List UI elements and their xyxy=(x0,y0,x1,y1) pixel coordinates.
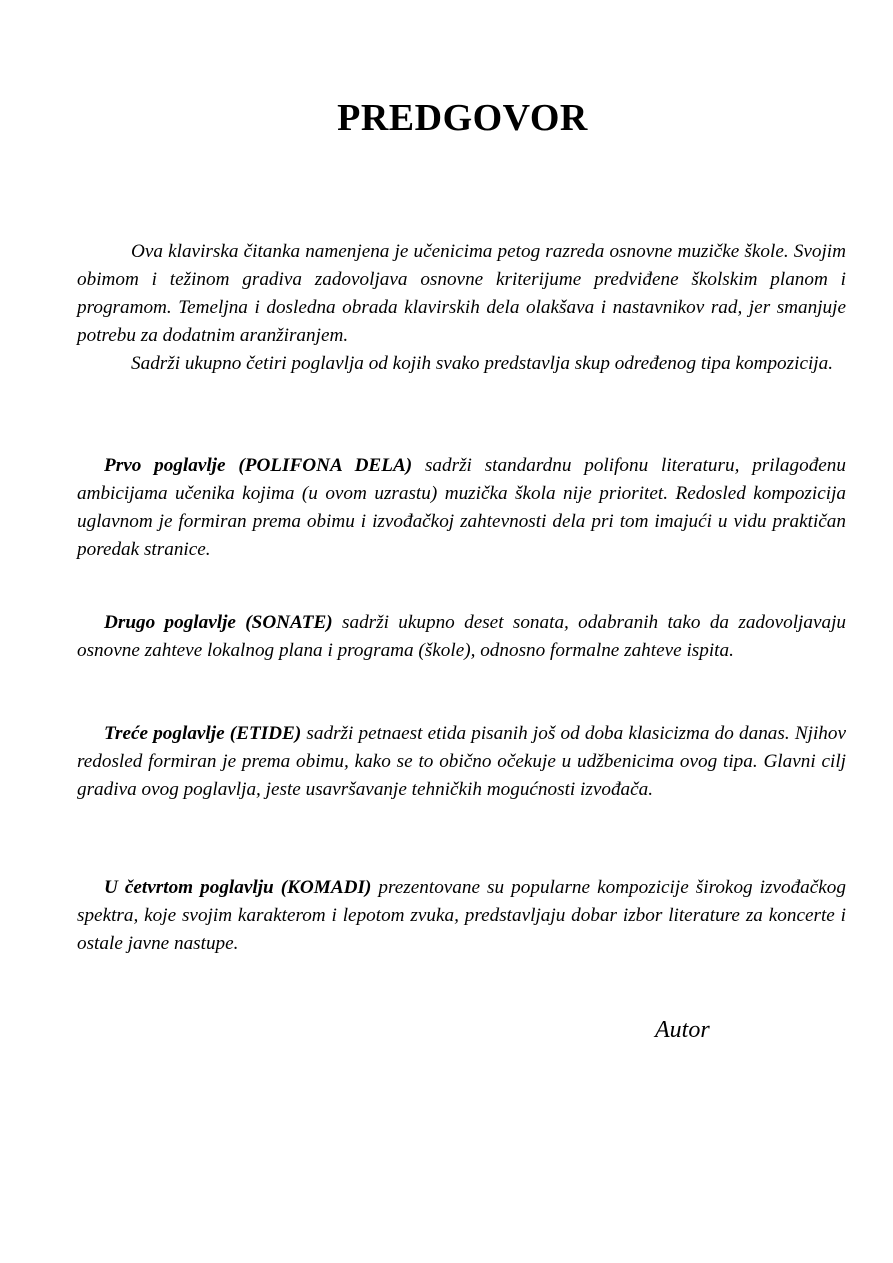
intro-paragraph: Sadrži ukupno četiri poglavlja od kojih svako predstavlja skup određenog tipa kompozicija. xyxy=(131,353,834,374)
page-title: PREDGOVOR xyxy=(337,97,588,139)
chapter-lead: U četvrtom poglavlju (KOMADI) xyxy=(104,877,372,898)
chapter-paragraph xyxy=(77,874,846,958)
chapter-lead: Treće poglavlje (ETIDE) xyxy=(104,723,302,744)
chapter-paragraph xyxy=(77,452,846,564)
chapter-lead: Drugo poglavlje (SONATE) xyxy=(104,612,333,633)
chapter-text: sadrži ukupno deset sonata, odabranih tako da zadovoljavaju osnovne zahteve lokalnog plana i programa (škole), odnosno formalne zahteve ispita. xyxy=(77,612,846,661)
intro-paragraph: Ova klavirska čitanka namenjena je učenicima petog razreda osnovne muzičke škole. Svojim obimom i težinom gradiva zadovoljava osnovne kriterijume predviđene školskim planom i programom. Temeljna i dosledna obrada klavirskih dela olakšava i nastavnikov rad, jer smanjuje potrebu za dodatnim aranžiranjem. xyxy=(77,241,846,346)
chapter-paragraph xyxy=(77,609,846,665)
chapter-lead: Prvo poglavlje (POLIFONA DELA) xyxy=(104,455,413,476)
chapter-text: prezentovane su popularne kompozicije širokog izvođačkog spektra, koje svojim karakterom i lepotom zvuka, predstavljaju dobar izbor literature za koncerte i ostale javne nastupe. xyxy=(77,877,846,954)
author-signature: Autor xyxy=(655,1017,710,1043)
chapter-text: sadrži petnaest etida pisanih još od doba klasicizma do danas. Njihov redosled formiran je prema obimu, kako se to obično očekuje u udžbenicima ovog tipa. Glavni cilj gradiva ovog poglavlja, jeste usavršavanje tehničkih mogućnosti izvođača. xyxy=(77,723,847,800)
chapter-paragraph xyxy=(77,720,846,804)
chapter-text: sadrži standardnu polifonu literaturu, prilagođenu ambicijama učenika kojima (u ovom uzrastu) muzička škola nije prioritet. Redosled kompozicija uglavnom je formiran prema obimu i izvođačkoj zahtevnosti dela pri tom imajući u vidu praktičan poredak stranice. xyxy=(77,455,846,560)
